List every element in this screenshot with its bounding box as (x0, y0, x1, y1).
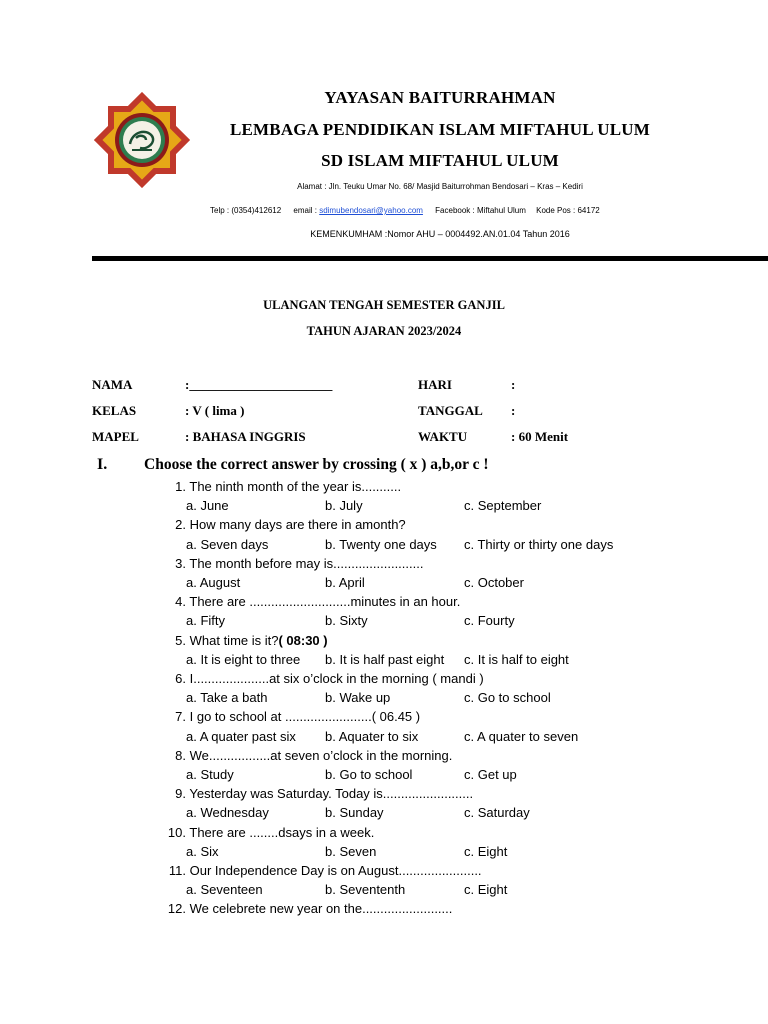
question-3-option-b[interactable]: b. April (325, 575, 365, 590)
question-5-option-c[interactable]: c. It is half to eight (464, 651, 569, 667)
question-11-option-c[interactable]: c. Eight (464, 882, 508, 898)
question-2-option-b[interactable]: b. Twenty one days (325, 536, 437, 552)
waktu-label: WAKTU (418, 429, 468, 444)
question-1 (160, 479, 401, 494)
nama-label: NAMA (92, 377, 133, 392)
question-6-option-a[interactable]: a. Take a bath (186, 690, 268, 706)
question-text: I go to school at ........................( 06.45 ) (186, 709, 421, 725)
question-6-option-c[interactable]: c. Go to school (464, 690, 551, 706)
question-number: 11. (168, 863, 186, 878)
question-9 (160, 786, 473, 801)
question-10-option-c[interactable]: c. Eight (464, 843, 508, 859)
question-11-option-a[interactable]: a. Seventeen (186, 882, 263, 898)
question-10-option-b[interactable]: b. Seven (325, 843, 377, 859)
tanggal-field[interactable]: : (511, 403, 516, 418)
waktu-value: : 60 Menit (511, 429, 569, 444)
address: Alamat : Jln. Teuku Umar No. 68/ Masjid Baiturrohman Bendosari – Kras – Kediri (297, 182, 583, 191)
question-7-option-b[interactable]: b. Aquater to six (325, 728, 419, 744)
question-time: ( 08:30 ) (278, 632, 328, 648)
tanggal-label: TANGGAL (418, 403, 483, 418)
question-number: 3. (175, 555, 186, 571)
question-1-option-a[interactable]: a. June (186, 498, 229, 514)
school-name: SD ISLAM MIFTAHUL ULUM (321, 151, 559, 170)
mapel-label: MAPEL (92, 429, 139, 444)
question-number: 9. (175, 786, 186, 802)
question-number: 7. (175, 709, 186, 725)
question-2 (160, 517, 406, 532)
question-6 (160, 671, 484, 686)
question-number: 6. (175, 671, 186, 686)
question-text: What time is it? (186, 632, 279, 648)
facebook: Facebook : Miftahul Ulum (435, 206, 526, 215)
question-5-option-a[interactable]: a. It is eight to three (186, 651, 301, 667)
institution-name: LEMBAGA PENDIDIKAN ISLAM MIFTAHUL ULUM (229, 120, 651, 139)
question-1-option-c[interactable]: c. September (464, 498, 542, 514)
question-9-option-a[interactable]: a. Wednesday (186, 805, 269, 821)
question-7-option-a[interactable]: a. A quater past six (186, 728, 296, 744)
question-5 (160, 633, 328, 648)
telephone: Telp : (0354)412612 (210, 206, 282, 215)
question-10 (160, 825, 374, 840)
question-text: We celebrete new year on the......................... (186, 901, 453, 917)
question-4-option-b[interactable]: b. Sixty (325, 613, 368, 629)
question-number: 4. (175, 594, 186, 610)
question-7-option-c[interactable]: c. A quater to seven (464, 728, 579, 744)
question-text: Yesterday was Saturday. Today is......................... (186, 786, 474, 802)
question-11 (160, 863, 482, 878)
question-8-option-c[interactable]: c. Get up (464, 767, 517, 782)
question-4-option-c[interactable]: c. Fourty (464, 613, 515, 629)
question-9-option-c[interactable]: c. Saturday (464, 805, 530, 821)
question-4-option-a[interactable]: a. Fifty (186, 613, 226, 629)
question-8 (160, 748, 452, 763)
question-number: 2. (175, 517, 186, 533)
question-2-option-c[interactable]: c. Thirty or thirty one days (464, 536, 614, 552)
question-text: I.....................at six o’clock in the morning ( mandi ) (186, 671, 484, 686)
nama-field[interactable]: :______________________ (185, 377, 333, 392)
question-8-option-b[interactable]: b. Go to school (325, 767, 413, 782)
question-5-option-b[interactable]: b. It is half past eight (325, 651, 445, 667)
question-text: We.................at seven o’clock in the morning. (186, 747, 453, 763)
question-12 (160, 901, 452, 916)
registration-number: KEMENKUMHAM :Nomor AHU – 0004492.AN.01.04 Tahun 2016 (310, 229, 570, 239)
question-3-option-a[interactable]: a. August (186, 575, 241, 590)
question-2-option-a[interactable]: a. Seven days (186, 536, 269, 552)
question-11-option-b[interactable]: b. Sevententh (325, 882, 406, 898)
question-text: How many days are there in amonth? (186, 517, 406, 533)
mapel-value: : BAHASA INGGRIS (185, 429, 306, 444)
question-text: Our Independence Day is on August....................... (186, 863, 482, 878)
question-3-option-c[interactable]: c. October (464, 575, 524, 590)
school-logo (94, 92, 190, 188)
section-instruction: Choose the correct answer by crossing ( x ) a,b,or c ! (144, 456, 489, 473)
exam-title: ULANGAN TENGAH SEMESTER GANJIL (263, 298, 505, 312)
foundation-name: YAYASAN BAITURRAHMAN (324, 88, 556, 107)
question-8-option-a[interactable]: a. Study (186, 767, 234, 782)
question-number: 10. (167, 824, 186, 840)
academic-year: TAHUN AJARAN 2023/2024 (306, 324, 462, 338)
hari-label: HARI (418, 377, 452, 392)
question-9-option-b[interactable]: b. Sunday (325, 805, 384, 821)
email-label: email : (293, 206, 317, 215)
question-10-option-a[interactable]: a. Six (186, 843, 219, 859)
kelas-value: : V ( lima ) (185, 403, 245, 418)
question-text: There are ............................minutes in an hour. (186, 594, 461, 610)
kelas-label: KELAS (92, 403, 137, 418)
question-1-option-b[interactable]: b. July (325, 498, 363, 514)
section-number: I. (97, 456, 108, 473)
question-number: 8. (175, 747, 186, 763)
postal-code: Kode Pos : 64172 (536, 206, 600, 215)
question-text: The ninth month of the year is........... (186, 479, 402, 494)
question-text: There are ........dsays in a week. (186, 824, 375, 840)
question-3 (160, 556, 423, 571)
email-link[interactable]: sdimubendosari@yahoo.com (319, 206, 423, 215)
question-number: 5. (175, 632, 186, 648)
question-6-option-b[interactable]: b. Wake up (325, 690, 391, 706)
hari-field[interactable]: : (511, 377, 516, 392)
question-4 (160, 594, 460, 609)
contact-line (210, 206, 600, 215)
question-number: 12. (167, 901, 186, 917)
question-text: The month before may is......................... (186, 555, 424, 571)
question-7 (160, 709, 420, 724)
question-number: 1. (175, 479, 186, 494)
header-divider (92, 256, 768, 261)
